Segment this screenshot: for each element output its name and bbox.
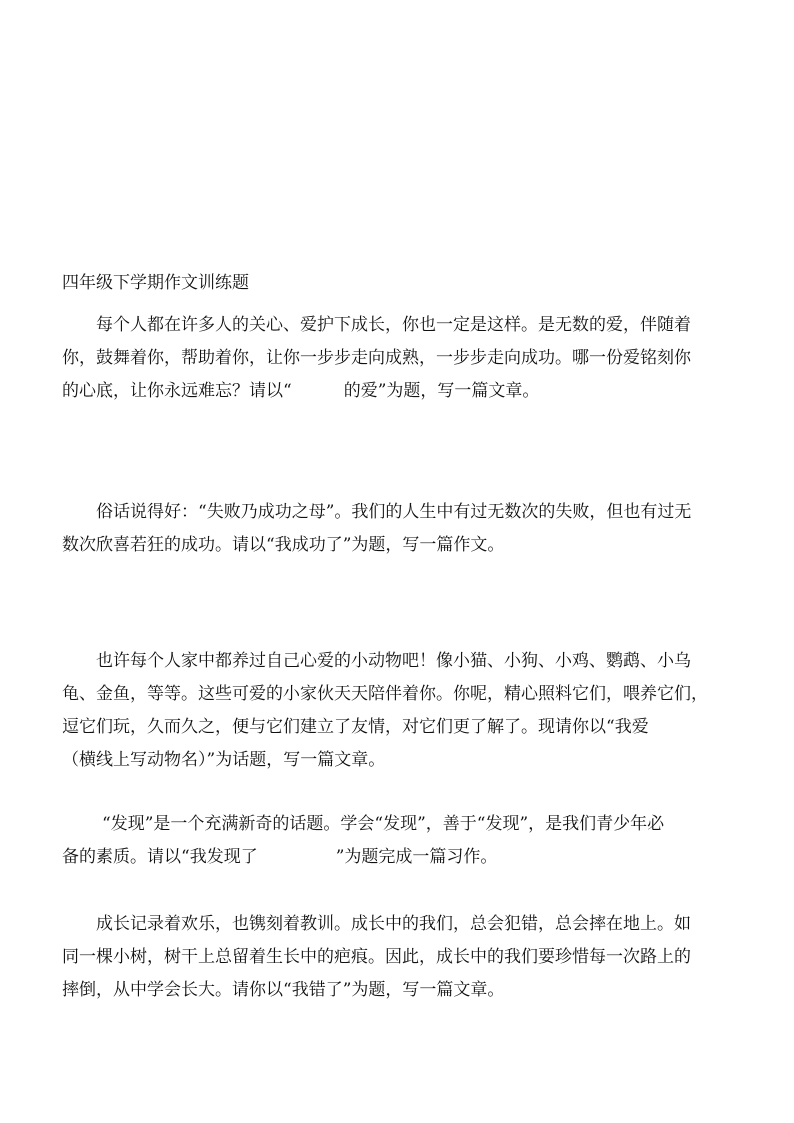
document-title: 四年级下学期作文训练题 xyxy=(62,273,249,293)
prompt-2-line-1: 俗话说得好：“失败乃成功之母”。我们的人生中有过无数次的失败，但也有过无 xyxy=(96,502,692,522)
prompt-paragraph-2 xyxy=(62,496,746,562)
prompt-3-line-4: （横线上写动物名）”为话题，写一篇文章。 xyxy=(62,750,386,770)
prompt-paragraph-3 xyxy=(62,645,746,777)
prompt-1-line-1: 每个人都在许多人的关心、爱护下成长，你也一定是这样。是无数的爱，伴随着 xyxy=(96,315,691,335)
prompt-paragraph-1 xyxy=(62,309,746,408)
prompt-1-line-2: 你，鼓舞着你，帮助着你，让你一步步走向成熟，一步步走向成功。哪一份爱铭刻你 xyxy=(62,348,691,368)
prompt-4-line-2-end: ”为题完成一篇习作。 xyxy=(335,847,498,867)
prompt-1-line-3-end: 的爱”为题，写一篇文章。 xyxy=(343,381,540,401)
prompt-3-line-2: 龟、金鱼，等等。这些可爱的小家伙天天陪伴着你。你呢，精心照料它们，喂养它们， xyxy=(62,684,708,704)
prompt-paragraph-5 xyxy=(62,908,746,1007)
prompt-1-line-3-start: 的心底，让你永远难忘？请以“ xyxy=(62,381,292,401)
prompt-2-line-2: 数次欣喜若狂的成功。请以“我成功了”为题，写一篇作文。 xyxy=(62,535,505,555)
prompt-5-line-1: 成长记录着欢乐，也镌刻着教训。成长中的我们，总会犯错，总会摔在地上。如 xyxy=(96,914,691,934)
prompt-1-line-3 xyxy=(62,375,746,408)
prompt-5-line-2: 同一棵小树，树干上总留着生长中的疤痕。因此，成长中的我们要珍惜每一次路上的 xyxy=(62,947,691,967)
prompt-4-line-2 xyxy=(62,841,746,874)
prompt-4-line-2-start: 备的素质。请以“我发现了 xyxy=(62,847,258,867)
prompt-3-line-1: 也许每个人家中都养过自己心爱的小动物吧！像小猫、小狗、小鸡、鹦鹉、小乌 xyxy=(96,651,691,671)
prompt-4-line-1: “发现”是一个充满新奇的话题。学会“发现”，善于“发现”，是我们青少年必 xyxy=(102,814,665,834)
prompt-5-line-3: 摔倒，从中学会长大。请你以“我错了”为题，写一篇文章。 xyxy=(62,980,505,1000)
prompt-3-line-3: 逗它们玩，久而久之，便与它们建立了友情，对它们更了解了。现请你以“我爱 xyxy=(62,717,649,737)
prompt-paragraph-4 xyxy=(62,808,746,874)
